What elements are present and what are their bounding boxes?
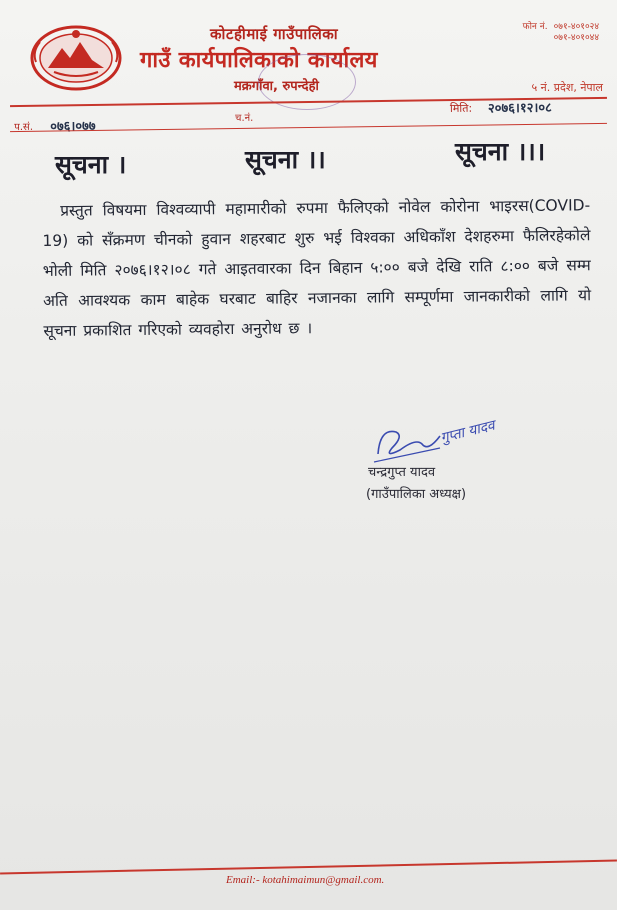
notice-heading-1: सूचना ।: [55, 150, 127, 179]
notice-heading-2: सूचना ।।: [245, 145, 326, 174]
office-address: मक्रगाँवा, रुपन्देही: [234, 79, 319, 94]
notice-body-text: प्रस्तुत विषयमा विश्वव्यापी महामारीको रुपमा फैलिएको नोवेल कोरोना भाइरस(COVID-19) को सँक्रमण चीनको हुवान शहरबाट शुरु भई विश्वका अधिकाँश देशहरुमा फैलिरहेकोले भोली मिति २०७६।१२।०८ गते आइतवारका दिन बिहान ५:०० बजे देखि राति ८:०० बजे सम्म अति आवश्यक काम बाहेक घरबाट बाहिर नजानका लागि सम्पूर्णमा जानकारीको लागि यो सूचना प्रकाशित गरिएको व्यवहोरा अनुरोध छ ।: [42, 196, 592, 340]
phone-number-1: ०७१-४०१०२४: [553, 22, 599, 32]
municipality-name: कोटहीमाई गाउँपालिका: [210, 25, 339, 43]
patra-sankhya-label: प.सं.: [14, 121, 34, 134]
signature-handwritten-name: गुप्ता यादव: [439, 417, 497, 447]
notice-body: [42, 190, 592, 346]
chalani-number-label: च.नं.: [234, 112, 254, 125]
signatory-title: (गाउँपालिका अध्यक्ष): [366, 487, 467, 502]
notice-heading-3: सूचना ।।।: [455, 137, 546, 166]
date-value: २०७६।१२।०८: [487, 100, 552, 117]
footer-divider: [0, 860, 617, 875]
date-label: मिति:: [449, 101, 473, 116]
phone-label: फोन नं.: [522, 22, 548, 32]
phone-block: [523, 22, 599, 44]
office-name: गाउँ कार्यपालिकाको कार्यालय: [140, 48, 378, 73]
government-emblem-icon: [28, 22, 124, 92]
phone-number-2: ०७१-४०१०४४: [553, 33, 599, 43]
province-label: ५ नं. प्रदेश, नेपाल: [531, 81, 603, 94]
footer-email: Email:- kotahimaimun@gmail.com.: [226, 874, 385, 886]
signatory-name: चन्द्रगुप्त यादव: [368, 465, 436, 480]
patra-sankhya-value: ०७६।०७७: [50, 118, 96, 135]
